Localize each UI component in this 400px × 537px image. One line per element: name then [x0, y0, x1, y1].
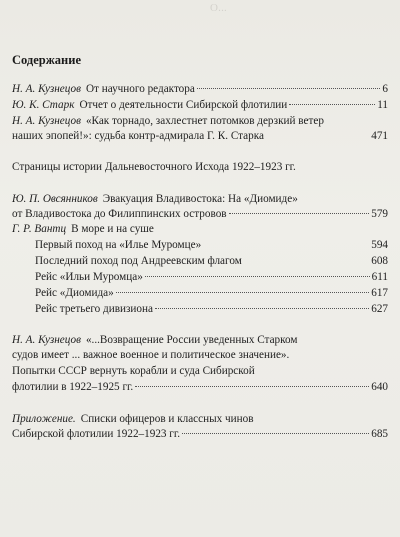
entry-author: Приложение.	[12, 413, 76, 425]
entry-title: Рейс третьего дивизиона	[35, 303, 153, 315]
toc-entry-line[interactable]	[12, 129, 388, 143]
entry-title: флотилии в 1922–1925 гг.	[12, 381, 134, 393]
toc-subentry[interactable]	[35, 286, 388, 300]
toc-entry-line[interactable]	[12, 427, 388, 441]
toc-entry[interactable]	[12, 82, 388, 96]
toc-subentry[interactable]	[35, 254, 388, 268]
entry-title: В море и на суше	[71, 223, 154, 235]
entry-page: 6	[382, 83, 388, 95]
entry-title: От научного редактора	[85, 83, 195, 95]
entry-page: 471	[371, 130, 388, 142]
entry-author: Н. А. Кузнецов	[12, 83, 81, 95]
entry-page: 611	[371, 271, 388, 283]
entry-title: Сибирской флотилии 1922–1923 гг.	[12, 428, 181, 440]
toc-heading: Содержание	[12, 53, 82, 67]
dot-leader	[135, 386, 369, 387]
dot-leader	[289, 104, 375, 105]
entry-page: 594	[371, 239, 388, 251]
entry-title: Первый поход на «Илье Муромце»	[35, 239, 202, 251]
toc-entry-line	[12, 348, 388, 362]
entry-title: Рейс «Ильи Муромца»	[35, 271, 143, 283]
toc-subentry[interactable]	[35, 238, 388, 252]
entry-title: наших эпопей!»: судьба контр-адмирала Г. К. Старка	[12, 130, 264, 142]
entry-title: Попытки СССР вернуть корабли и суда Сибирской	[12, 365, 255, 377]
entry-title: Последний поход под Андреевским флагом	[35, 255, 242, 267]
toc-entry-line[interactable]	[12, 380, 388, 394]
entry-page: 608	[371, 255, 388, 267]
dot-leader	[229, 213, 370, 214]
dot-leader	[197, 88, 381, 89]
toc-entry-line[interactable]	[12, 333, 388, 347]
toc-entry-line[interactable]	[12, 207, 388, 221]
dot-leader	[116, 292, 370, 293]
entry-author: Ю. П. Овсянников	[12, 193, 98, 205]
entry-page: 627	[371, 303, 388, 315]
section-title: Страницы истории Дальневосточного Исхода 1922–1923 гг.	[12, 161, 296, 173]
toc-entry-line[interactable]	[12, 412, 388, 426]
entry-title: Отчет о деятельности Сибирской флотилии	[79, 99, 288, 111]
entry-author: Н. А. Кузнецов	[12, 115, 81, 127]
entry-title: от Владивостока до Филиппинских островов	[12, 208, 227, 220]
entry-title: судов имеет ... важное военное и политическое значение».	[12, 349, 290, 361]
entry-title: «...Возвращение России уведенных Старком	[85, 334, 298, 346]
entry-page: 579	[371, 208, 388, 220]
entry-page: 617	[371, 287, 388, 299]
entry-page: 640	[371, 381, 388, 393]
entry-author: Ю. К. Старк	[12, 99, 75, 111]
entry-title: Рейс «Диомида»	[35, 287, 114, 299]
toc-subentry[interactable]	[35, 270, 388, 284]
dot-leader	[155, 308, 369, 309]
toc-entry-line[interactable]	[12, 114, 388, 128]
toc-entry[interactable]	[12, 98, 388, 112]
entry-author: Н. А. Кузнецов	[12, 334, 81, 346]
dot-leader	[182, 433, 369, 434]
toc-entry-line	[12, 364, 388, 378]
entry-title: «Как торнадо, захлестнет потомков дерзкий ветер	[85, 115, 324, 127]
bleed-through-text: О...	[210, 2, 227, 14]
entry-title: Эвакуация Владивостока: На «Диомиде»	[102, 193, 298, 205]
dot-leader	[145, 276, 370, 277]
toc-subentry[interactable]	[35, 302, 388, 316]
entry-page: 11	[377, 99, 388, 111]
entry-author: Г. Р. Вантц	[12, 223, 67, 235]
toc-entry-line[interactable]	[12, 192, 388, 206]
toc-entry[interactable]	[12, 222, 388, 236]
entry-title: Списки офицеров и классных чинов	[80, 413, 254, 425]
entry-page: 685	[371, 428, 388, 440]
